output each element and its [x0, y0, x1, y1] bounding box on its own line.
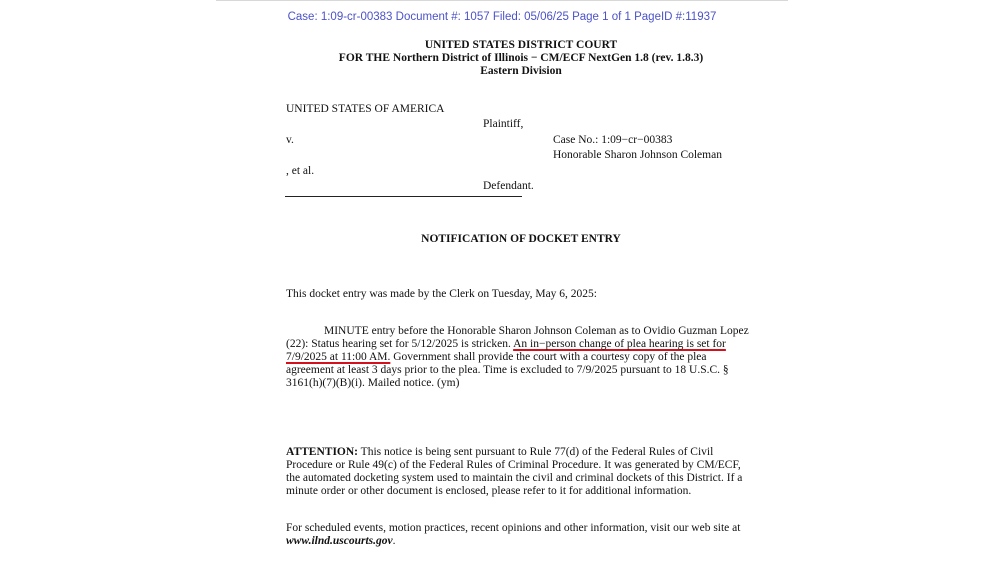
- versus: v.: [286, 134, 294, 146]
- notification-title: NOTIFICATION OF DOCKET ENTRY: [421, 233, 621, 245]
- attention-text: This notice is being sent pursuant to Rule 77(d) of the Federal Rules of Civil Procedure or Rule 49(c) of the Federal Rules of Criminal Procedure. It was generated by CM/ECF, the automated docketing system used to maintain the civil and criminal dockets of this District. If a minute order or other document is enclosed, please refer to it for additional information.: [286, 446, 743, 497]
- minute-entry: [286, 325, 756, 390]
- case-header-stamp: Case: 1:09-cr-00383 Document #: 1057 Filed: 05/06/25 Page 1 of 1 PageID #:11937: [287, 11, 717, 23]
- minute-entry-text-continued: Government shall provide the court with a courtesy copy of the plea agreement at least 3 days prior to the plea. Time is excluded to 7/9/2025 pursuant to 18 U.S.C. § 3161(h)(7)(B)(i). Mailed notice. (ym): [286, 351, 729, 389]
- court-district: FOR THE Northern District of Illinois − CM/ECF NextGen 1.8 (rev. 1.8.3): [338, 52, 704, 64]
- plaintiff-label: Plaintiff,: [483, 118, 524, 130]
- caption-divider: [285, 196, 522, 197]
- court-division: Eastern Division: [480, 65, 562, 77]
- defendant-label: Defendant.: [483, 180, 534, 192]
- attention-notice: [286, 446, 756, 498]
- court-heading: [0, 39, 1004, 78]
- plaintiff-name: UNITED STATES OF AMERICA: [286, 103, 445, 115]
- case-number: Case No.: 1:09−cr−00383: [553, 134, 673, 146]
- footer-notice: [286, 522, 756, 548]
- page-top-border: [216, 0, 788, 1]
- entry-intro: This docket entry was made by the Clerk on Tuesday, May 6, 2025:: [286, 288, 597, 300]
- highlighted-hearing-text: An in−person change of plea hearing is set for 7/9/2025 at 11:00 AM.: [286, 338, 726, 363]
- court-website-link[interactable]: www.ilnd.uscourts.gov: [286, 535, 393, 547]
- footer-period: .: [392, 535, 396, 547]
- court-name: UNITED STATES DISTRICT COURT: [424, 39, 618, 51]
- minute-entry-text: MINUTE entry before the Honorable Sharon Johnson Coleman as to Ovidio Guzman Lopez (22): Status hearing set for 5/12/2025 is stricken.: [286, 325, 749, 350]
- attention-label: ATTENTION:: [286, 446, 358, 458]
- judge-name: Honorable Sharon Johnson Coleman: [553, 149, 722, 161]
- defendant-name: , et al.: [286, 165, 315, 177]
- footer-text: For scheduled events, motion practices, recent opinions and other information, visit our web site at: [286, 522, 741, 534]
